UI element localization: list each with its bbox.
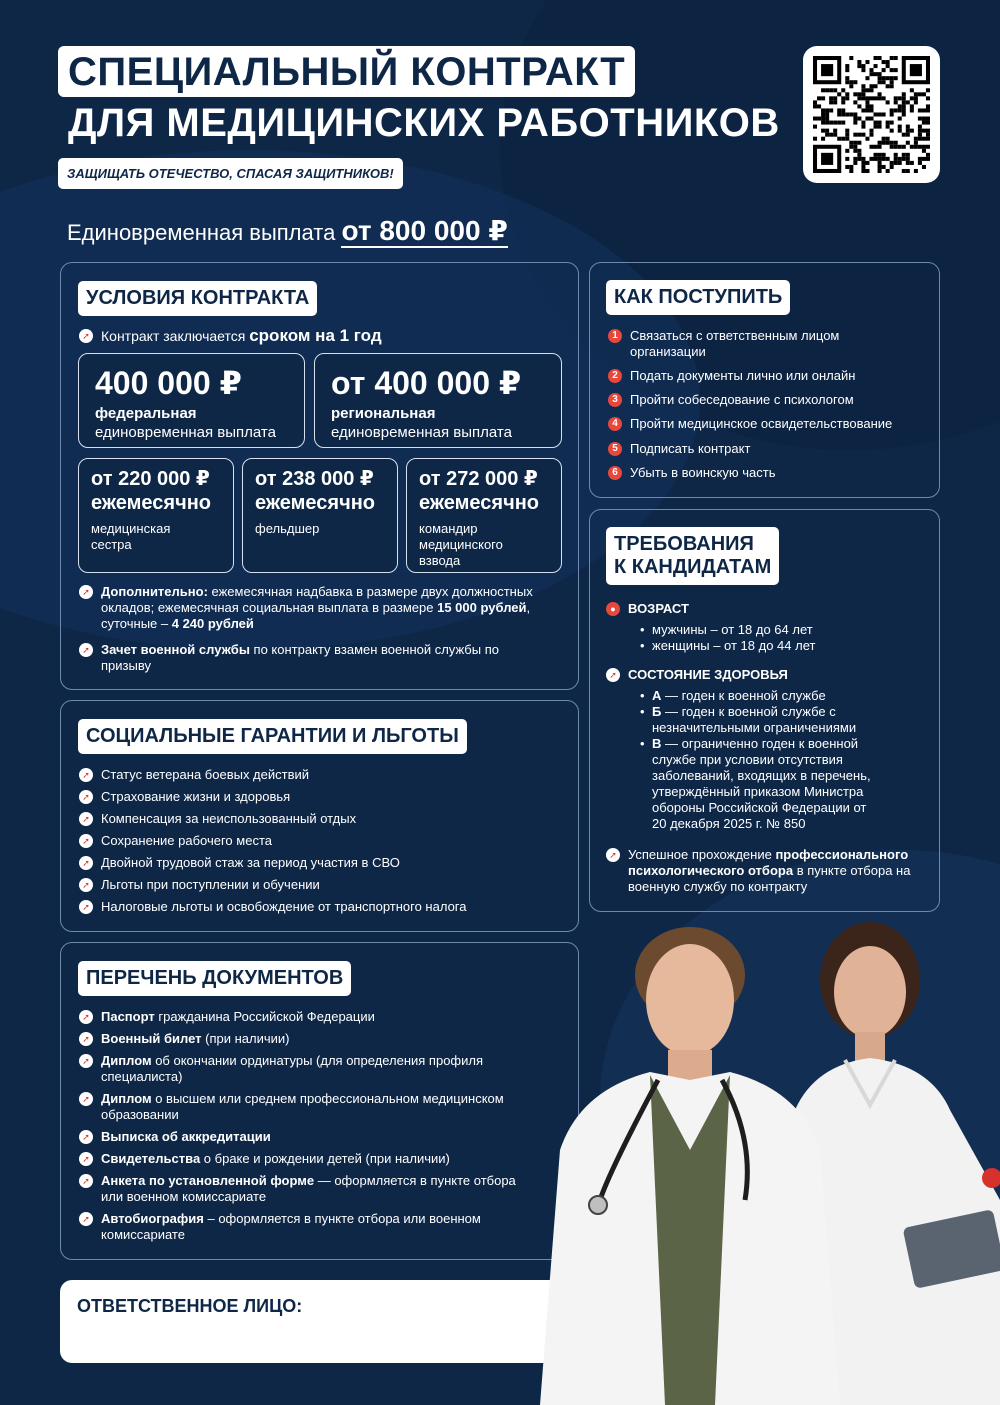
- arrow-icon: ➚: [79, 812, 93, 826]
- step-number: 6: [608, 466, 622, 480]
- regional-label: единовременная выплата: [331, 424, 512, 441]
- arrow-icon: ➚: [79, 834, 93, 848]
- onetime-amount: от 800 000 ₽: [341, 215, 508, 246]
- list-item: ➚ Паспорт гражданина Российской Федерации: [79, 1009, 519, 1025]
- arrow-icon: ➚: [79, 878, 93, 892]
- step-item: 4 Пройти медицинское освидетельствование: [608, 416, 908, 432]
- title-line-1: СПЕЦИАЛЬНЫЙ КОНТРАКТ: [58, 46, 635, 97]
- documents-heading: ПЕРЕЧЕНЬ ДОКУМЕНТОВ: [78, 961, 351, 996]
- arrow-icon: ➚: [606, 848, 620, 862]
- health-item: • А — годен к военной службе: [638, 688, 898, 704]
- list-item: ➚ Выписка об аккредитации: [79, 1129, 519, 1145]
- regional-amount: от 400 000 ₽: [331, 365, 522, 401]
- list-item: ➚ Статус ветерана боевых действий: [79, 767, 559, 783]
- conditions-heading: УСЛОВИЯ КОНТРАКТА: [78, 281, 317, 316]
- list-item: ➚ Компенсация за неиспользованный отдых: [79, 811, 559, 827]
- arrow-icon: ➚: [79, 1092, 93, 1106]
- onetime-payment: Единовременная выплата от 800 000 ₽: [67, 215, 508, 246]
- list-item: ➚ Двойной трудовой стаж за период участия в СВО: [79, 855, 559, 871]
- slogan: ЗАЩИЩАТЬ ОТЕЧЕСТВО, СПАСАЯ ЗАЩИТНИКОВ!: [58, 158, 403, 189]
- list-item: ➚ Сохранение рабочего места: [79, 833, 559, 849]
- arrow-icon: ➚: [79, 768, 93, 782]
- step-item: 5 Подписать контракт: [608, 441, 908, 457]
- contract-term: ➚ Контракт заключается сроком на 1 год: [79, 328, 559, 344]
- health-title: ➚ СОСТОЯНИЕ ЗДОРОВЬЯ: [606, 667, 926, 683]
- step-number: 4: [608, 417, 622, 431]
- list-item: ➚ Анкета по установленной форме — оформляется в пункте отбора или военном комиссариате: [79, 1173, 519, 1205]
- federal-label-bold: федеральная: [95, 405, 197, 422]
- arrow-icon: ➚: [79, 1130, 93, 1144]
- arrow-icon: ➚: [79, 1212, 93, 1226]
- arrow-icon: ➚: [606, 668, 620, 682]
- extra-payments: ➚ Дополнительно: ежемесячная надбавка в размере двух должностных окладов; ежемесячная социальная выплата в размере 15 000 рублей, суточные – 4 240 рублей: [79, 584, 561, 632]
- federal-label: единовременная выплата: [95, 424, 276, 441]
- arrow-icon: ➚: [79, 1054, 93, 1068]
- federal-amount: 400 000 ₽: [95, 365, 242, 401]
- how-to-heading: КАК ПОСТУПИТЬ: [606, 280, 790, 315]
- arrow-icon: ➚: [79, 1152, 93, 1166]
- step-item: 6 Убыть в воинскую часть: [608, 465, 908, 481]
- step-item: 2 Подать документы лично или онлайн: [608, 368, 908, 384]
- list-item: ➚ Диплом об окончании ординатуры (для определения профиля специалиста): [79, 1053, 519, 1085]
- arrow-icon: ➚: [79, 643, 93, 657]
- age-item: • мужчины – от 18 до 64 лет: [638, 622, 813, 638]
- psych-requirement: ➚ Успешное прохождение профессионального психологического отбора в пункте отбора на военную службу по контракту: [606, 847, 931, 895]
- male-doctor-figure: [540, 927, 840, 1405]
- federal-payment-box: [78, 353, 305, 448]
- person-icon: ●: [606, 602, 620, 616]
- qr-code[interactable]: [803, 46, 940, 183]
- title-line-2: ДЛЯ МЕДИЦИНСКИХ РАБОТНИКОВ: [68, 101, 780, 145]
- health-item: • Б — годен к военной службе с незначительными ограничениями: [638, 704, 898, 736]
- guarantees-card: [60, 700, 579, 932]
- how-to-card: [589, 262, 940, 498]
- list-item: ➚ Автобиография – оформляется в пункте отбора или военном комиссариате: [79, 1211, 519, 1243]
- step-item: 1 Связаться с ответственным лицом организации: [608, 328, 908, 360]
- list-item: ➚ Военный билет (при наличии): [79, 1031, 519, 1047]
- conditions-card: [60, 262, 579, 690]
- responsible-person-label: ОТВЕТСТВЕННОЕ ЛИЦО:: [77, 1296, 303, 1316]
- list-item: ➚ Льготы при поступлении и обучении: [79, 877, 559, 893]
- service-credit: ➚ Зачет военной службы по контракту взамен военной службы по призыву: [79, 642, 509, 674]
- step-number: 1: [608, 329, 622, 343]
- requirements-heading: ТРЕБОВАНИЯ К КАНДИДАТАМ: [606, 527, 779, 585]
- regional-label-bold: региональная: [331, 405, 436, 422]
- requirements-card: [589, 509, 940, 912]
- list-item: ➚ Диплом о высшем или среднем профессиональном медицинском образовании: [79, 1091, 519, 1123]
- monthly-commander-box: от 272 000 ₽ ежемесячно командир медицинского взвода: [406, 458, 562, 573]
- qr-code-icon: [813, 56, 930, 173]
- arrow-icon: ➚: [79, 585, 93, 599]
- monthly-nurse-box: от 220 000 ₽ ежемесячно медицинская сестра: [78, 458, 234, 573]
- age-item: • женщины – от 18 до 44 лет: [638, 638, 815, 654]
- health-item: • В — ограниченно годен к военной службе при условии отсутствия заболеваний, входящих в перечень, утверждённый приказом Министра обороны Российской Федерации от 20 декабря 2025 г. № 850: [638, 736, 883, 832]
- list-item: ➚ Свидетельства о браке и рождении детей (при наличии): [79, 1151, 519, 1167]
- step-number: 2: [608, 369, 622, 383]
- arrow-icon: ➚: [79, 790, 93, 804]
- step-number: 5: [608, 442, 622, 456]
- arrow-icon: ➚: [79, 1010, 93, 1024]
- regional-payment-box: [314, 353, 562, 448]
- step-number: 3: [608, 393, 622, 407]
- list-item: ➚ Налоговые льготы и освобождение от транспортного налога: [79, 899, 559, 915]
- documents-card: [60, 942, 579, 1260]
- page-title: [58, 46, 790, 148]
- guarantees-heading: СОЦИАЛЬНЫЕ ГАРАНТИИ И ЛЬГОТЫ: [78, 719, 467, 754]
- arrow-icon: ➚: [79, 1174, 93, 1188]
- age-title: ● ВОЗРАСТ: [606, 601, 926, 617]
- doctors-photo: [540, 900, 1000, 1405]
- arrow-icon: ➚: [79, 856, 93, 870]
- arrow-icon: ➚: [79, 900, 93, 914]
- responsible-person-box[interactable]: [60, 1280, 580, 1363]
- step-item: 3 Пройти собеседование с психологом: [608, 392, 908, 408]
- arrow-icon: ➚: [79, 329, 93, 343]
- monthly-paramedic-box: от 238 000 ₽ ежемесячно фельдшер: [242, 458, 398, 573]
- list-item: ➚ Страхование жизни и здоровья: [79, 789, 559, 805]
- arrow-icon: ➚: [79, 1032, 93, 1046]
